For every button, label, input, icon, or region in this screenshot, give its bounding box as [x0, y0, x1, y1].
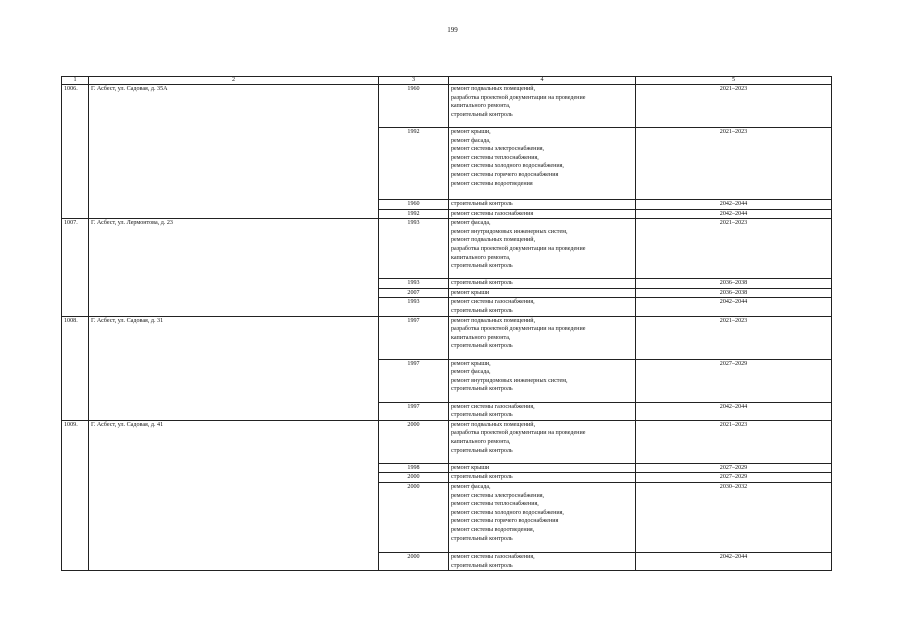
year-cell: 2000 [379, 482, 449, 552]
column-number-row [62, 77, 832, 85]
table-row [62, 85, 832, 128]
building-address: Г. Асбест, ул. Садовая, д. 41 [89, 420, 379, 570]
period-cell: 2042–2044 [636, 209, 832, 219]
works-cell: ремонт подвальных помещений, разработка проектной документации на проведение капитального ремонта, строительный контроль [449, 85, 636, 128]
works-cell: ремонт крыши [449, 463, 636, 473]
year-cell: 2000 [379, 552, 449, 570]
building-address: Г. Асбест, ул. Садовая, д. 35А [89, 85, 379, 219]
period-cell: 2042–2044 [636, 552, 832, 570]
period-cell: 2027–2029 [636, 463, 832, 473]
year-cell: 2000 [379, 420, 449, 463]
works-cell: ремонт системы газоснабжения, строительный контроль [449, 552, 636, 570]
year-cell: 1960 [379, 200, 449, 210]
year-cell: 1993 [379, 279, 449, 289]
year-cell: 1997 [379, 402, 449, 420]
col-header-2: 2 [89, 77, 379, 85]
period-cell: 2042–2044 [636, 298, 832, 316]
period-cell: 2027–2029 [636, 473, 832, 483]
year-cell: 1998 [379, 463, 449, 473]
col-header-4: 4 [449, 77, 636, 85]
col-header-1: 1 [62, 77, 89, 85]
year-cell: 1993 [379, 219, 449, 279]
year-cell: 1997 [379, 359, 449, 402]
works-cell: строительный контроль [449, 200, 636, 210]
works-cell: ремонт системы газоснабжения [449, 209, 636, 219]
period-cell: 2036–2038 [636, 288, 832, 298]
period-cell: 2042–2044 [636, 402, 832, 420]
col-header-3: 3 [379, 77, 449, 85]
row-number: 1008. [62, 316, 89, 420]
year-cell: 1992 [379, 209, 449, 219]
period-cell: 2030–2032 [636, 482, 832, 552]
repair-schedule-table [61, 76, 832, 571]
works-cell: ремонт подвальных помещений, разработка проектной документации на проведение капитального ремонта, строительный контроль [449, 420, 636, 463]
page-number: 199 [447, 26, 458, 34]
period-cell: 2042–2044 [636, 200, 832, 210]
building-address: Г. Асбест, ул. Лермонтова, д. 23 [89, 219, 379, 316]
year-cell: 2000 [379, 473, 449, 483]
table-row [62, 316, 832, 359]
year-cell: 2007 [379, 288, 449, 298]
works-cell: ремонт крыши [449, 288, 636, 298]
table-row [62, 219, 832, 279]
row-number: 1009. [62, 420, 89, 570]
works-cell: ремонт системы газоснабжения, строительный контроль [449, 402, 636, 420]
row-number: 1006. [62, 85, 89, 219]
year-cell: 1997 [379, 316, 449, 359]
period-cell: 2021–2023 [636, 420, 832, 463]
row-number: 1007. [62, 219, 89, 316]
year-cell: 1992 [379, 128, 449, 200]
table-row [62, 420, 832, 463]
works-cell: ремонт крыши, ремонт фасада, ремонт внутридомовых инженерных систем, строительный контроль [449, 359, 636, 402]
period-cell: 2027–2029 [636, 359, 832, 402]
building-address: Г. Асбест, ул. Садовая, д. 31 [89, 316, 379, 420]
works-cell: ремонт фасада, ремонт внутридомовых инженерных систем, ремонт подвальных помещений, разработка проектной документации на проведение капитального ремонта, строительный контроль [449, 219, 636, 279]
period-cell: 2036–2038 [636, 279, 832, 289]
works-cell: ремонт подвальных помещений, разработка проектной документации на проведение капитального ремонта, строительный контроль [449, 316, 636, 359]
year-cell: 1993 [379, 298, 449, 316]
period-cell: 2021–2023 [636, 219, 832, 279]
col-header-5: 5 [636, 77, 832, 85]
year-cell: 1960 [379, 85, 449, 128]
period-cell: 2021–2023 [636, 316, 832, 359]
works-cell: ремонт системы газоснабжения, строительный контроль [449, 298, 636, 316]
works-cell: строительный контроль [449, 279, 636, 289]
works-cell: ремонт крыши, ремонт фасада, ремонт системы электроснабжения, ремонт системы теплоснабжения, ремонт системы холодного водоснабжения, ремонт системы горячего водоснабжения ремонт системы водоотведения [449, 128, 636, 200]
period-cell: 2021–2023 [636, 85, 832, 128]
works-cell: строительный контроль [449, 473, 636, 483]
period-cell: 2021–2023 [636, 128, 832, 200]
works-cell: ремонт фасада, ремонт системы электроснабжения, ремонт системы теплоснабжения, ремонт системы холодного водоснабжения, ремонт системы горячего водоснабжения ремонт системы водоотведения, строительный контроль [449, 482, 636, 552]
